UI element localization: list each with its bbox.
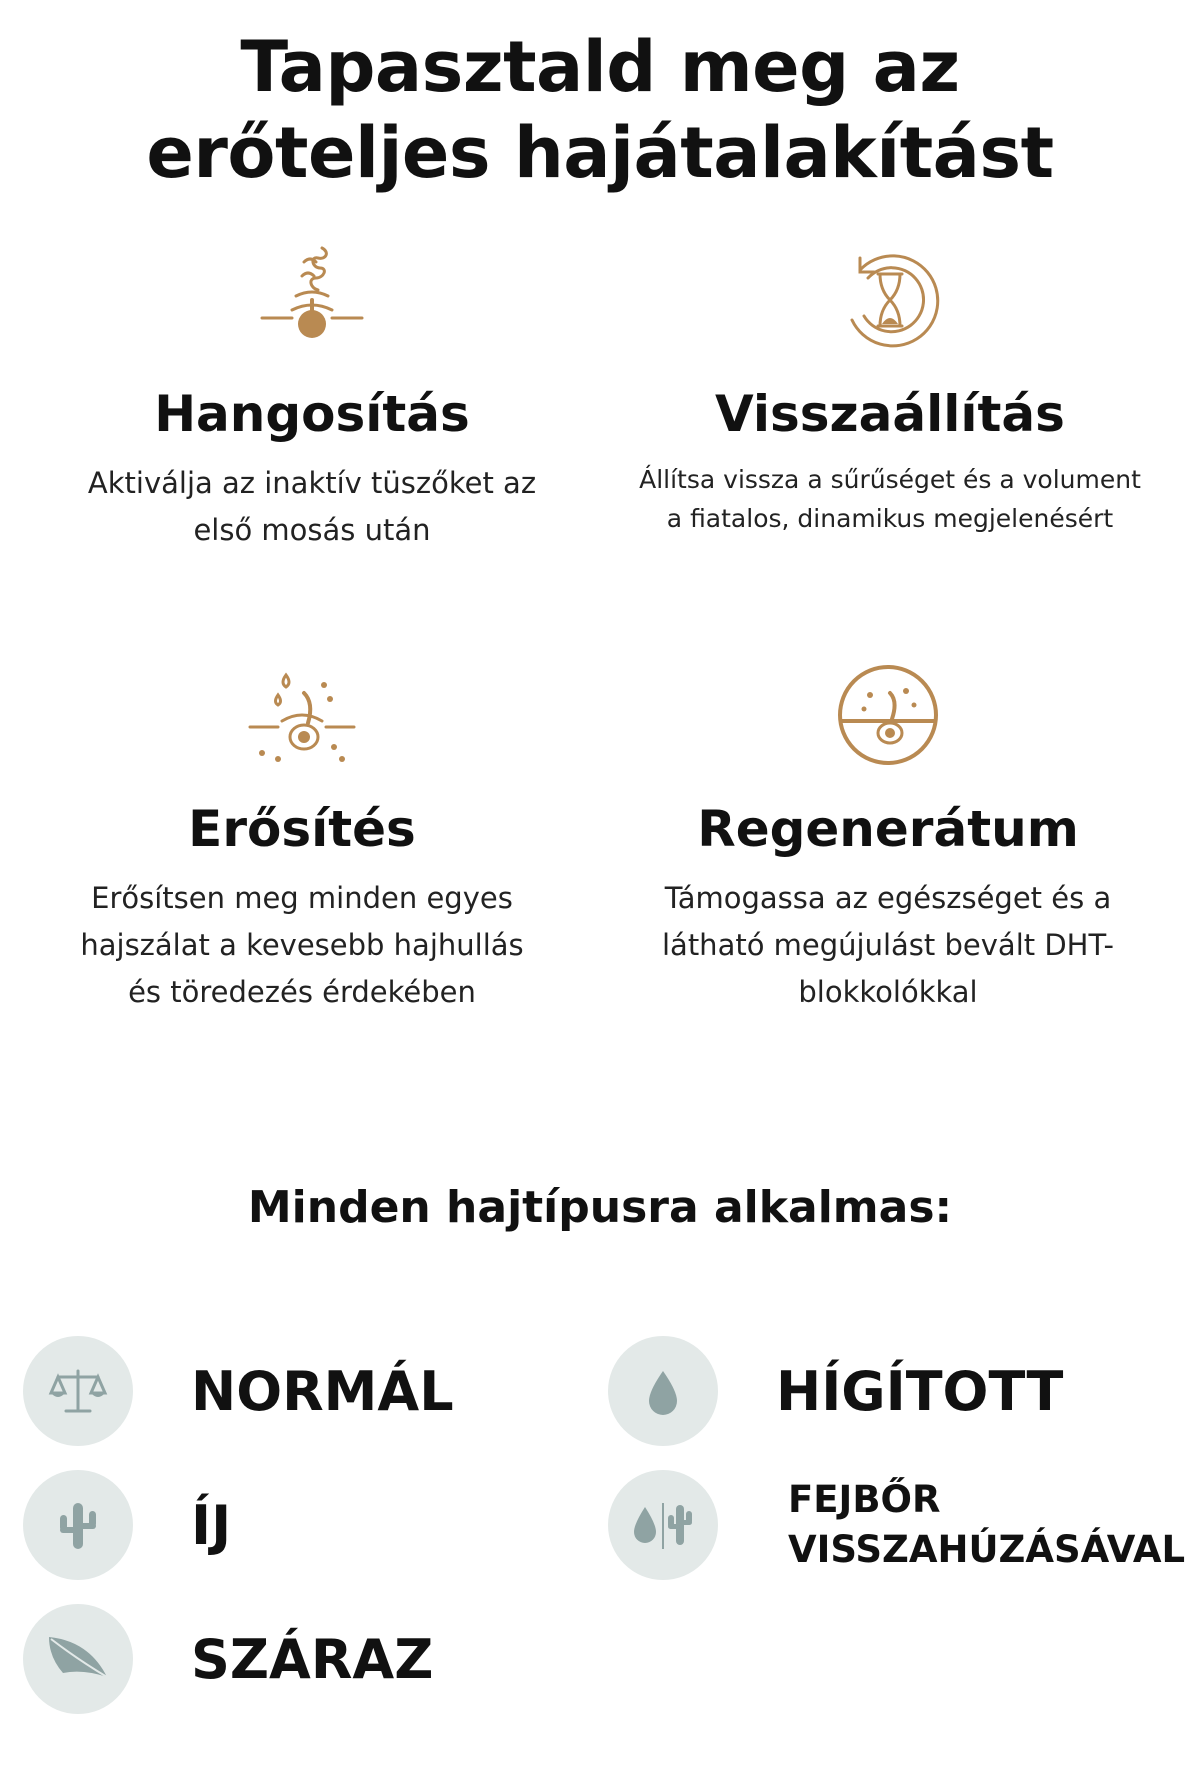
page-title-line-2: erőteljes hajátalakítást (146, 112, 1054, 194)
follicle-circle-icon (828, 655, 948, 775)
drop-cactus-icon (623, 1493, 703, 1557)
hair-type-icon-bubble (23, 1470, 133, 1580)
page-title-line-1: Tapasztald meg az (240, 26, 960, 108)
hair-type-icon-bubble (608, 1470, 718, 1580)
feature-title: Regenerátum (697, 800, 1079, 858)
hair-type-dry (23, 1604, 433, 1714)
feature-text-line: Aktiválja az inaktív tüszőket az (87, 466, 537, 500)
hair-type-label: SZÁRAZ (191, 1627, 434, 1691)
feature-text-line: a fiatalos, dinamikus megjelenésért (666, 504, 1114, 533)
hair-type-label: ÍJ (191, 1493, 232, 1557)
feature-title: Hangosítás (154, 385, 470, 443)
feature-title: Erősítés (188, 800, 416, 858)
feature-text (32, 875, 572, 1016)
feature-text (620, 460, 1160, 538)
feature-text-line: Erősítsen meg minden egyes (91, 881, 513, 915)
hourglass-cycle-icon (830, 240, 950, 360)
page-title (0, 24, 1200, 196)
feature-text (42, 460, 582, 554)
hair-type-icon-bubble (608, 1336, 718, 1446)
feature-text (618, 875, 1158, 1016)
feature-text-line: hajszálat a kevesebb hajhullás (80, 928, 524, 962)
hair-root-sprout-icon (252, 240, 372, 360)
hair-types-heading: Minden hajtípusra alkalmas: (247, 1182, 953, 1233)
feature-text-line: és töredezés érdekében (128, 975, 476, 1009)
feature-text-line: első mosás után (193, 513, 431, 547)
hair-follicle-drops-icon (242, 655, 362, 775)
feature-text-line: Támogassa az egészséget és a (664, 881, 1112, 915)
feature-text-line: látható megújulást bevált DHT- (661, 928, 1114, 962)
feature-title: Visszaállítás (715, 385, 1065, 443)
hair-type-icon-bubble (23, 1604, 133, 1714)
cactus-icon (46, 1493, 110, 1557)
feature-text-line: blokkolókkal (798, 975, 978, 1009)
hair-type-label (788, 1475, 1185, 1575)
scale-icon (46, 1359, 110, 1423)
feature-regeneration (618, 655, 1158, 1016)
feature-text-line: Állítsa vissza a sűrűséget és a volument (639, 465, 1141, 494)
hair-type-label-line: VISSZAHÚZÁSÁVAL (788, 1528, 1186, 1571)
feature-volumizing (42, 240, 582, 554)
hair-type-label: HÍGÍTOTT (776, 1359, 1064, 1423)
feature-strengthening (32, 655, 572, 1016)
hair-type-label-line: FEJBŐR (788, 1478, 941, 1521)
hair-type-label: NORMÁL (191, 1359, 454, 1423)
hair-type-scalp-receding (608, 1470, 1185, 1580)
feature-restoration (620, 240, 1160, 538)
hair-type-icon-bubble (23, 1336, 133, 1446)
hair-type-normal (23, 1336, 454, 1446)
hair-type-thinned (608, 1336, 1063, 1446)
feather-icon (41, 1627, 115, 1691)
hair-type-ij (23, 1470, 231, 1580)
drop-icon (631, 1359, 695, 1423)
